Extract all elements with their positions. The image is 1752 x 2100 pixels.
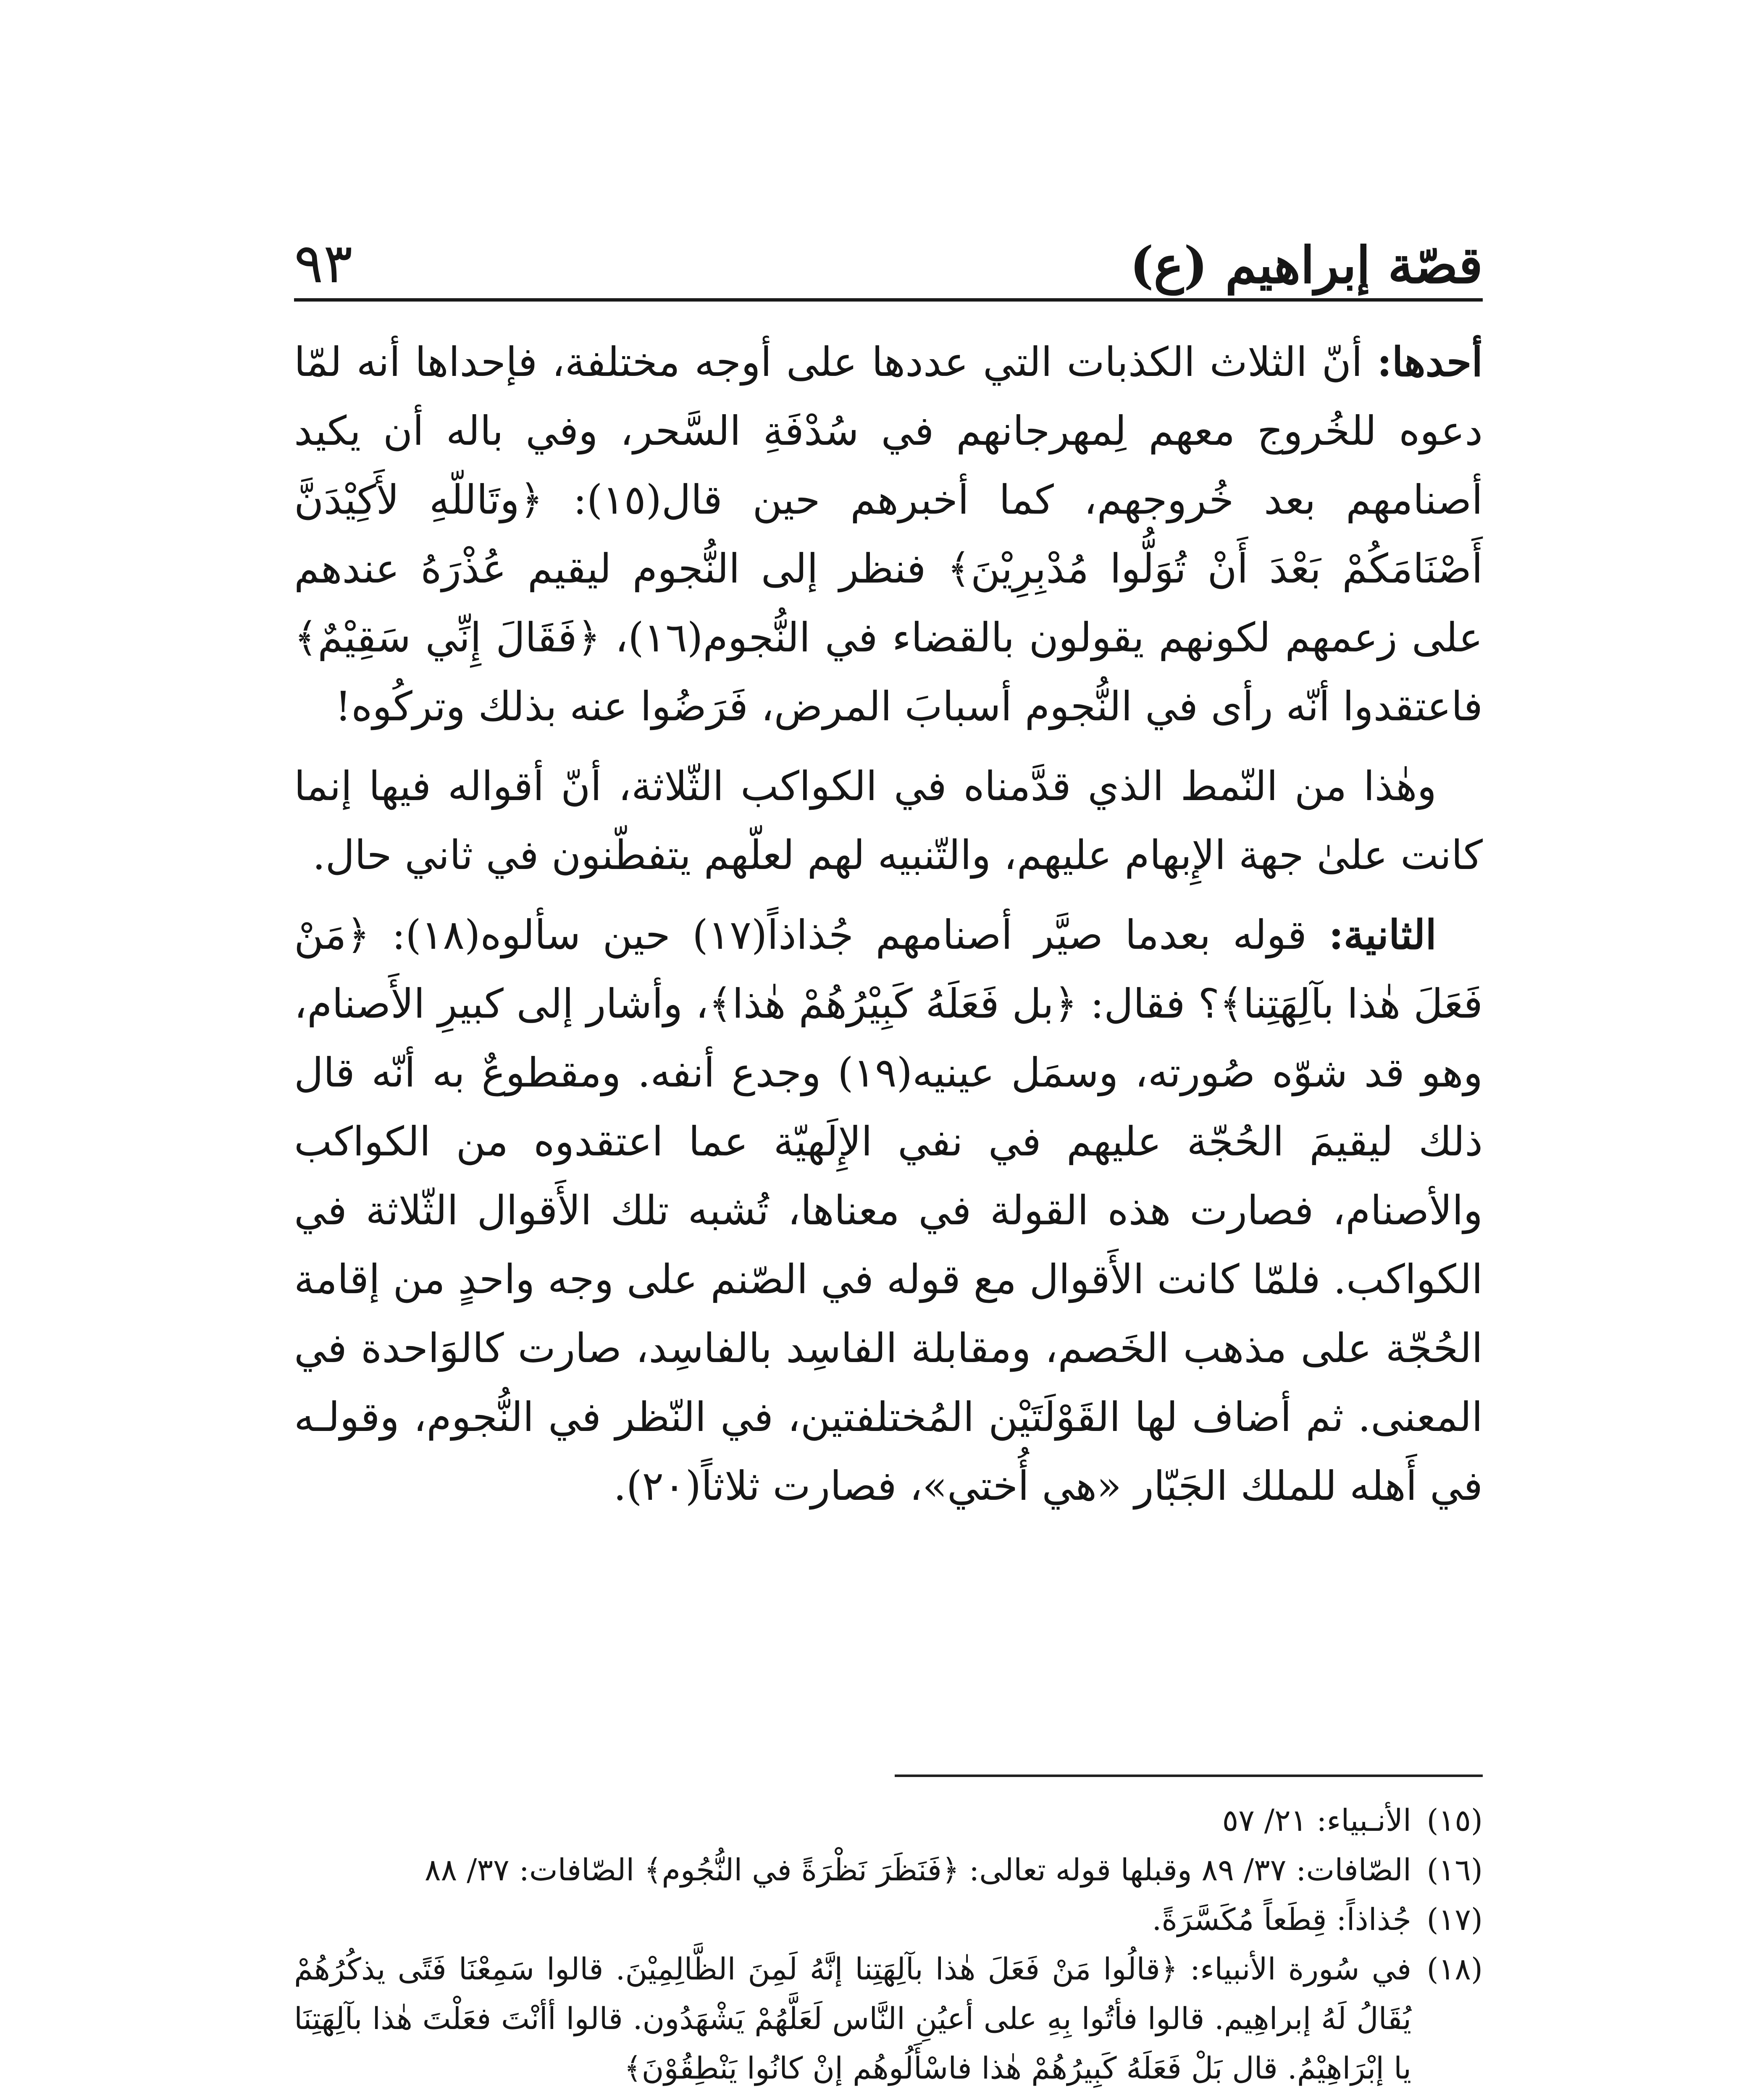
footnote <box>294 1796 1483 1845</box>
footnote-text: الأنـبياء: ٢١/ ٥٧ <box>1222 1803 1411 1838</box>
footnote-number: (١٨) <box>1426 1951 1483 1987</box>
paragraph-second-lie <box>294 900 1483 1520</box>
footnote-continuation <box>294 2093 1483 2100</box>
footnotes <box>294 1796 1483 2100</box>
main-text <box>294 328 1483 1531</box>
footnote-number: (١٥) <box>1426 1803 1483 1838</box>
page-number: ٩٣ <box>294 231 353 295</box>
footnote-number: (١٧) <box>1426 1902 1483 1937</box>
footnote <box>294 1944 1483 2093</box>
paragraph-text: أنّ الثلاث الكذبات التي عددها على أوجه مختلفة، فإحداها أنه لمّا دعوه للخُروج معهم لِمهرجانهم في سُدْفَةِ السَّحر، وفي باله أن يكيد أصنامهم بعد خُروجهم، كما أخبرهم حين قال(١٥): ﴿وتَاللّهِ لأَكِيْدَنَّ أَصْنَامَكُمْ بَعْدَ أَنْ تُوَلُّوا مُدْبِرِيْنَ﴾ فنظر إلى النُّجوم ليقيم عُذْرَهُ عندهم على زعمهم لكونهم يقولون بالقضاء في النُّجوم(١٦)، ﴿فَقَالَ إِنِّي سَقِيْمٌ﴾ فاعتقدوا أنّه رأى في النُّجوم أسبابَ المرض، فَرَضُوا عنه بذلك وتركُوه! <box>294 339 1483 730</box>
paragraph-pattern <box>294 752 1483 890</box>
paragraph-text: قوله بعدما صيَّر أصنامهم جُذاذاً(١٧) حين سألوه(١٨): ﴿مَنْ فَعَلَ هٰذا بآلِهَتِنا﴾؟ فقال: ﴿بل فَعَلَهُ كَبِيْرُهُمْ هٰذا﴾، وأشار إلى كبيرِ الأَصنام، وهو قد شوّه صُورته، وسمَل عينيه(١٩) وجدع أنفه. ومقطوعٌ به أنّه قال ذلك ليقيمَ الحُجّة عليهم في نفي الإِلَهيّة عما اعتقدوه من الكواكب والأصنام، فصارت هذه القولة في معناها، تُشبه تلك الأَقوال الثّلاثة في الكواكب. فلمّا كانت الأَقوال مع قوله في الصّنم على وجه واحدٍ من إقامة الحُجّة على مذهب الخَصم، ومقابلة الفاسِد بالفاسِد، صارت كالوَاحدة في المعنى. ثم أضاف لها القَوْلَتَيْن المُختلفتين، في النّظر في النُّجوم، وقولـه في أَهله للملك الجَبّار «هي أُختي»، فصارت ثلاثاً(٢٠). <box>294 911 1483 1509</box>
paragraph-lead: أحدها: <box>1377 338 1483 386</box>
footnote-text: جُذاذاً: قِطَعاً مُكَسَّرَةً. <box>1152 1902 1411 1937</box>
paragraph-first-lie <box>294 328 1483 741</box>
running-title: قصّة إبراهيم (ع) <box>1129 236 1483 295</box>
footnote <box>294 1845 1483 1895</box>
paragraph-text: وهٰذا من النّمط الذي قدَّمناه في الكواكب الثّلاثة، أنّ أقواله فيها إنما كانت علىٰ جهة الإِبهام عليهم، والتّنبيه لهم لعلّهم يتفطّنون في ثاني حال. <box>294 763 1483 879</box>
footnote <box>294 1895 1483 1944</box>
footnote-text: في سُورة الأنبياء: ﴿قالُوا مَنْ فَعَلَ هٰذا بآلِهَتِنا إنَّهُ لَمِنَ الظَّالِمِيْنَ. قالوا سَمِعْنَا فَتًى يذكُرُهُمْ يُقَالُ لَهُ إبراهِيم. قالوا فأتُوا بِهِ على أعيُنِ النَّاس لَعَلَّهُمْ يَشْهَدُون. قالوا أأنْتَ فعَلْتَ هٰذا بآلِهَتِنَا يا إبْرَاهِيْمُ. قال بَلْ فَعَلَهُ كَبِيرُهُمْ هٰذا فاسْأَلُوهُم إنْ كانُوا يَنْطِقُوْنَ﴾ <box>294 1951 1411 2086</box>
footnote-number: (١٦) <box>1426 1852 1483 1887</box>
footnote-separator <box>895 1774 1483 1777</box>
footnote-text: الصّافات: ٣٧/ ٨٩ وقبلها قوله تعالى: ﴿فَنَظَرَ نَظْرَةً في النُّجُوم﴾ الصّافات: ٣٧/ ٨٨ <box>424 1852 1411 1887</box>
paragraph-lead: الثانية: <box>1329 911 1437 958</box>
page-header <box>294 218 1483 302</box>
